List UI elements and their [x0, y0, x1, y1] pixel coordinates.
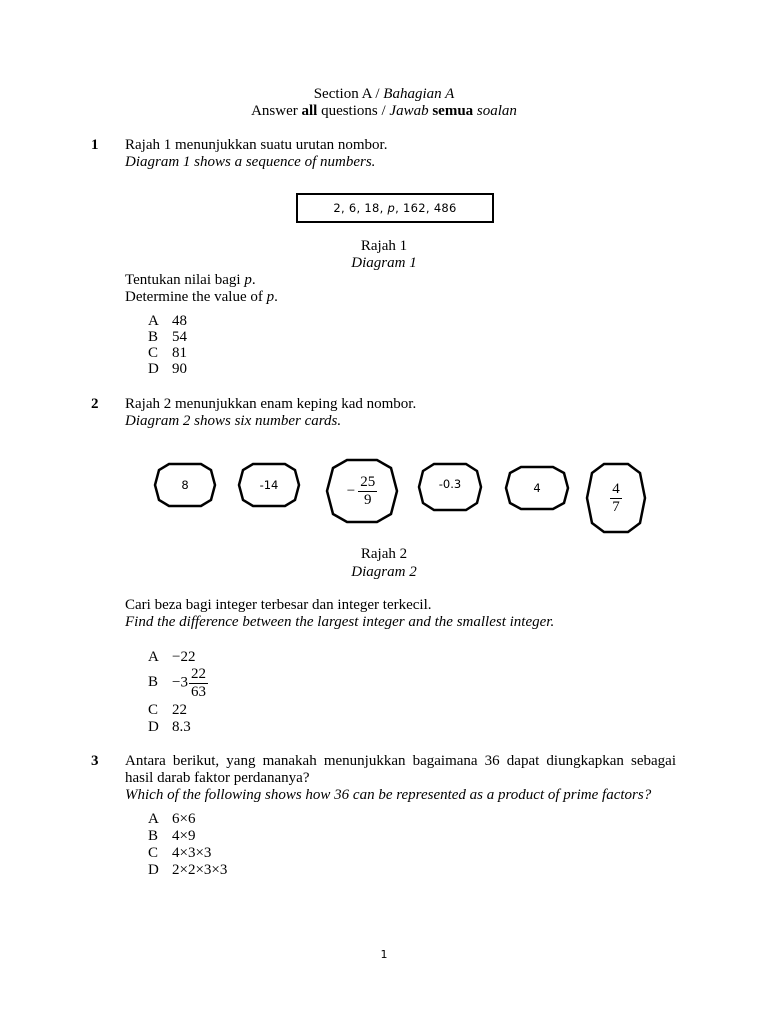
- question-3-number: 3: [91, 753, 99, 769]
- question-3-text-en: Which of the following shows how 36 can be represented as a product of prime factors?: [125, 787, 652, 803]
- option-letter: B: [148, 329, 159, 345]
- number-card-5: [504, 465, 570, 511]
- jawab-word: Jawab: [389, 103, 429, 119]
- number-card-3: [325, 458, 399, 524]
- instruction-line: [0, 103, 768, 120]
- fraction-numerator: 4: [612, 481, 620, 497]
- fraction-denominator: 7: [612, 498, 620, 515]
- fraction-numerator: 25: [360, 474, 376, 490]
- option-letter: D: [148, 862, 159, 878]
- option-value: 90: [172, 361, 187, 377]
- soalan-word: soalan: [476, 103, 517, 119]
- option-letter: B: [148, 674, 159, 691]
- option-value: 8.3: [172, 719, 191, 735]
- diagram-2-caption-ms: Rajah 2: [360, 546, 408, 562]
- number-card-2: [237, 462, 301, 508]
- ask-en-pre: Determine the value of: [125, 289, 267, 305]
- option-value: 22: [172, 702, 187, 718]
- mixed-number-whole: −3: [172, 674, 188, 691]
- option-value: 54: [172, 329, 187, 345]
- option-value: 48: [172, 313, 187, 329]
- q2-option-b[interactable]: [148, 666, 208, 700]
- section-title-ms: Bahagian A: [383, 86, 455, 102]
- q2-option-c[interactable]: [148, 702, 187, 719]
- q1-option-b[interactable]: [148, 329, 187, 346]
- card-label: 8: [181, 478, 189, 492]
- q3-option-a[interactable]: [148, 811, 195, 828]
- number-card-6: [585, 462, 647, 534]
- option-letter: C: [148, 345, 159, 361]
- question-1-text-ms: Rajah 1 menunjukkan suatu urutan nombor.: [125, 137, 388, 153]
- ask-ms-post: .: [251, 272, 256, 288]
- option-letter: A: [148, 649, 159, 665]
- question-3-text-ms-line-1: Antara berikut, yang manakah menunjukkan bagaimana 36 dapat diungkapkan sebagai: [125, 753, 676, 769]
- ask-ms-pre: Tentukan nilai bagi: [125, 272, 245, 288]
- option-value: 6×6: [172, 811, 196, 827]
- card-label: [585, 462, 647, 534]
- question-3-text-ms-line-2: hasil darab faktor perdananya?: [125, 770, 310, 786]
- option-value: −22: [172, 649, 196, 665]
- slash: /: [375, 86, 380, 102]
- question-2-ask-en: Find the difference between the largest integer and the smallest integer.: [125, 614, 555, 630]
- option-letter: C: [148, 845, 159, 861]
- answer-word: Answer: [251, 103, 298, 119]
- fraction-denominator: 63: [190, 683, 206, 700]
- card-label: 4: [533, 481, 541, 495]
- number-card-1: [153, 462, 217, 508]
- fraction: [189, 666, 208, 700]
- ask-en-var: p: [266, 289, 275, 305]
- q2-option-a[interactable]: [148, 649, 195, 666]
- diagram-1-caption-ms: Rajah 1: [360, 238, 408, 254]
- fraction-denominator: 9: [363, 491, 372, 508]
- q3-option-c[interactable]: [148, 845, 211, 862]
- question-2-ask-ms: Cari beza bagi integer terbesar dan integer terkecil.: [125, 597, 432, 613]
- number-card-4: [417, 462, 483, 512]
- option-value: 81: [172, 345, 187, 361]
- sequence-box: [296, 193, 494, 223]
- questions-word: questions /: [321, 103, 386, 119]
- question-2-number: 2: [91, 396, 99, 412]
- card-label: -14: [259, 478, 279, 492]
- section-title: [0, 86, 768, 103]
- sequence-post: , 162, 486: [395, 201, 457, 215]
- fraction: [358, 474, 377, 508]
- page-number: 1: [380, 948, 388, 961]
- option-letter: D: [148, 719, 159, 735]
- sequence-variable: p: [387, 201, 396, 215]
- all-word: all: [301, 103, 318, 119]
- q1-option-a[interactable]: [148, 313, 187, 330]
- diagram-2-caption-en: Diagram 2: [351, 564, 417, 580]
- section-title-en: Section A: [313, 86, 372, 102]
- card-label: -0.3: [438, 477, 462, 491]
- question-1-ask-ms: [125, 272, 256, 289]
- q3-option-d[interactable]: [148, 862, 227, 879]
- question-1-ask-en: [125, 289, 278, 306]
- question-1-number: 1: [91, 137, 99, 153]
- sequence-pre: 2, 6, 18,: [333, 201, 388, 215]
- ask-ms-var: p: [244, 272, 252, 288]
- question-2-text-en: Diagram 2 shows six number cards.: [125, 413, 342, 429]
- card-label: [325, 458, 399, 524]
- option-letter: A: [148, 811, 159, 827]
- option-letter: A: [148, 313, 159, 329]
- option-value: 4×3×3: [172, 845, 212, 861]
- q2-option-d[interactable]: [148, 719, 191, 736]
- option-letter: B: [148, 828, 159, 844]
- option-letter: D: [148, 361, 159, 377]
- option-value: 2×2×3×3: [172, 862, 228, 878]
- q1-option-c[interactable]: [148, 345, 187, 362]
- question-1-text-en: Diagram 1 shows a sequence of numbers.: [125, 154, 376, 170]
- fraction: [610, 481, 622, 515]
- q3-option-b[interactable]: [148, 828, 195, 845]
- semua-word: semua: [432, 103, 474, 119]
- fraction-numerator: 22: [190, 666, 206, 682]
- question-2-text-ms: Rajah 2 menunjukkan enam keping kad nombor.: [125, 396, 417, 412]
- diagram-1-caption-en: Diagram 1: [351, 255, 417, 271]
- option-letter: C: [148, 702, 159, 718]
- q1-option-d[interactable]: [148, 361, 187, 378]
- ask-en-post: .: [274, 289, 278, 305]
- fraction-sign: −: [346, 482, 356, 499]
- option-value: 4×9: [172, 828, 196, 844]
